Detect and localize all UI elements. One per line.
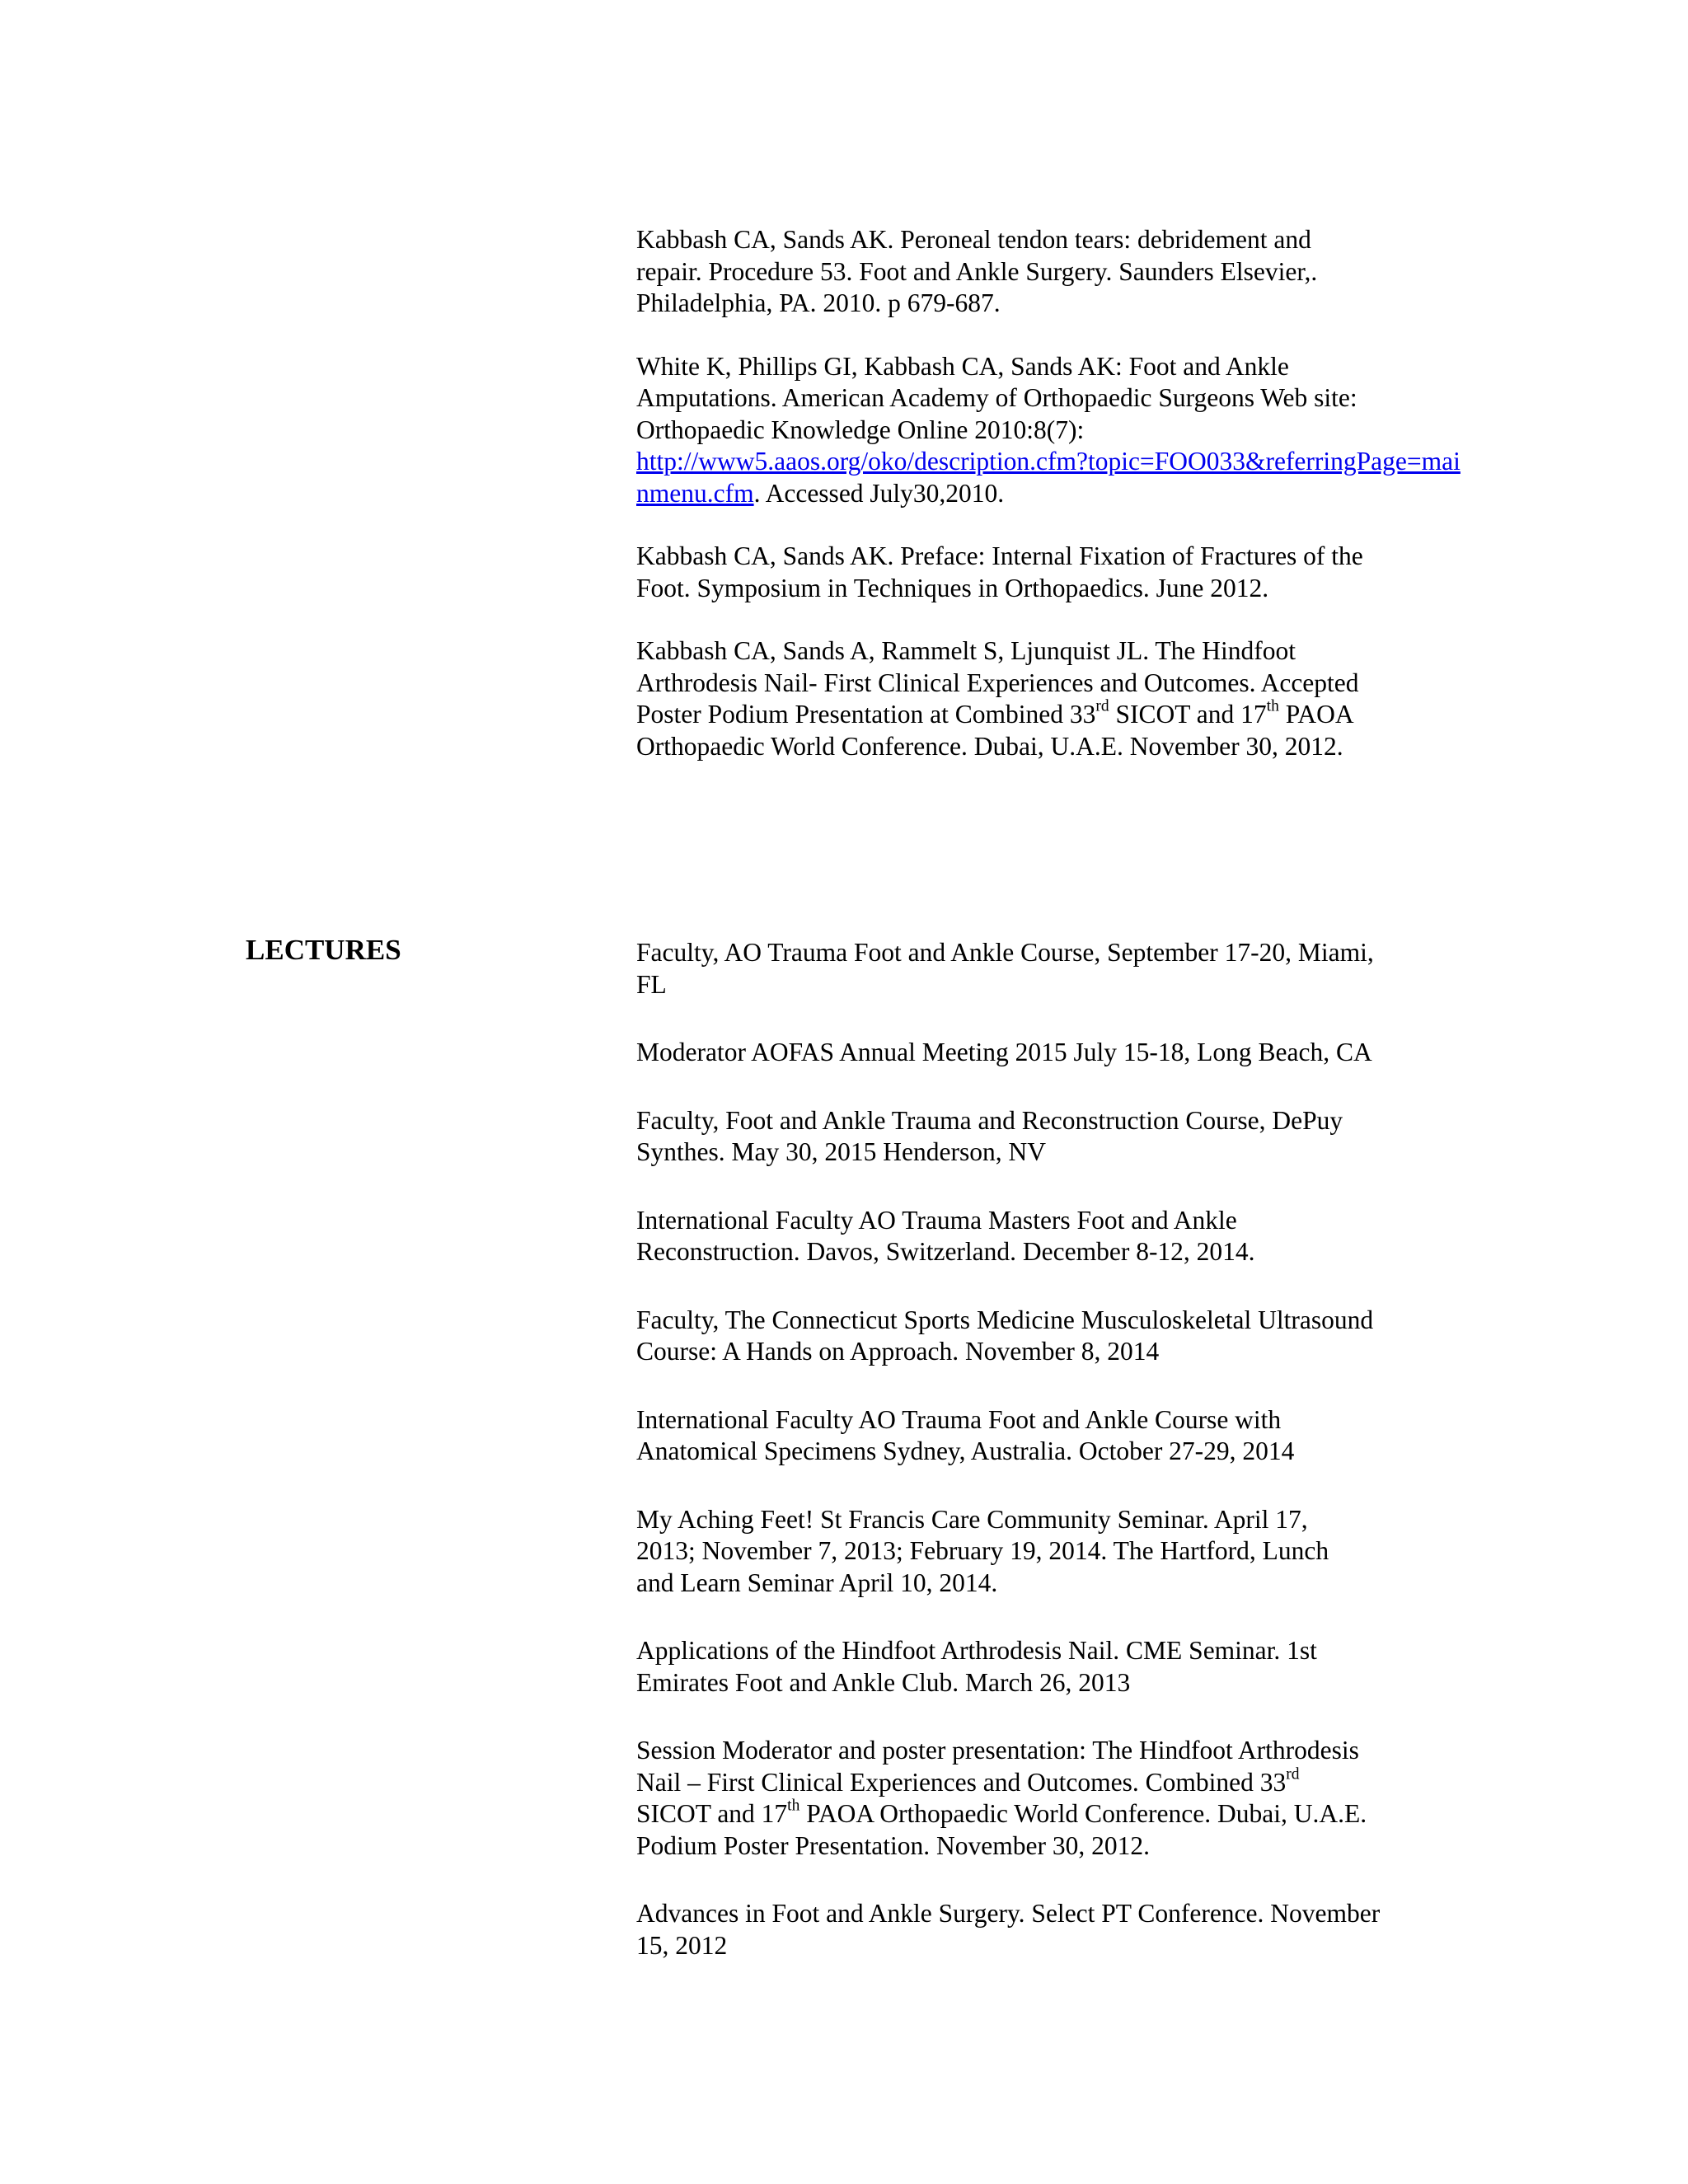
lectures-list (636, 937, 1461, 1998)
publications-list (636, 224, 1461, 794)
superscript: th (1266, 697, 1279, 715)
publication-text: Kabbash CA, Sands A, Rammelt S, Ljunquist JL. The Hindfoot Arthrodesis Nail- First Clinical Experiences and Outcomes. Accepted Poster Podium Presentation at Combined 33 (636, 636, 1359, 729)
publication-entry: Kabbash CA, Sands AK. Preface: Internal Fixation of Fractures of the Foot. Symposium in Techniques in Orthopaedics. June 2012. (636, 541, 1363, 602)
publication-entry (636, 635, 1461, 762)
superscript: th (787, 1797, 800, 1815)
publication-text: . Accessed July30,2010. (753, 478, 1005, 508)
lecture-entry: Faculty, AO Trauma Foot and Ankle Course, September 17-20, Miami, FL (636, 938, 1374, 999)
superscript: rd (1095, 697, 1109, 715)
lecture-entry: International Faculty AO Trauma Masters Foot and Ankle Reconstruction. Davos, Switzerland. December 8-12, 2014. (636, 1205, 1255, 1266)
lecture-entry: Advances in Foot and Ankle Surgery. Select PT Conference. November 15, 2012 (636, 1899, 1381, 1960)
publication-text: White K, Phillips GI, Kabbash CA, Sands AK: Foot and Ankle Amputations. American Academy of Orthopaedic Surgeons Web site: Orthopaedic Knowledge Online 2010:8(7): (636, 351, 1357, 444)
lecture-entry: Faculty, Foot and Ankle Trauma and Reconstruction Course, DePuy Synthes. May 30, 2015 Henderson, NV (636, 1105, 1343, 1166)
lecture-entry: International Faculty AO Trauma Foot and Ankle Course with Anatomical Specimens Sydney, Australia. October 27-29, 2014 (636, 1404, 1295, 1465)
lecture-entry: My Aching Feet! St Francis Care Community Seminar. April 17, 2013; November 7, 2013; February 19, 2014. The Hartford, Lunch and Learn Seminar April 10, 2014. (636, 1504, 1329, 1597)
publication-link[interactable]: http://www5.aaos.org/oko/description.cfm?topic=FOO033&referringPage=mainmenu.cfm (636, 447, 1461, 508)
publication-entry: Kabbash CA, Sands AK. Peroneal tendon tears: debridement and repair. Procedure 53. Foot and Ankle Surgery. Saunders Elsevier,. Philadelphia, PA. 2010. p 679-687. (636, 225, 1318, 317)
superscript: rd (1286, 1765, 1300, 1783)
lecture-text: PAOA Orthopaedic World Conference. Dubai, U.A.E. Podium Poster Presentation. November 30, 2012. (636, 1799, 1367, 1860)
lecture-entry (636, 1735, 1461, 1862)
publication-entry (636, 351, 1461, 510)
publication-text: PAOA Orthopaedic World Conference. Dubai, U.A.E. November 30, 2012. (636, 700, 1354, 761)
lecture-entry: Applications of the Hindfoot Arthrodesis Nail. CME Seminar. 1st Emirates Foot and Ankle Club. March 26, 2013 (636, 1636, 1317, 1697)
lectures-heading: LECTURES (246, 934, 401, 966)
lecture-entry: Faculty, The Connecticut Sports Medicine Musculoskeletal Ultrasound Course: A Hands on Approach. November 8, 2014 (636, 1305, 1374, 1366)
lecture-entry: Moderator AOFAS Annual Meeting 2015 July 15-18, Long Beach, CA (636, 1038, 1372, 1066)
lecture-text: SICOT and 17 (636, 1799, 788, 1828)
lecture-text: Session Moderator and poster presentation: The Hindfoot Arthrodesis Nail – First Clinical Experiences and Outcomes. Combined 33 (636, 1736, 1359, 1797)
publication-text: SICOT and 17 (1109, 700, 1267, 729)
